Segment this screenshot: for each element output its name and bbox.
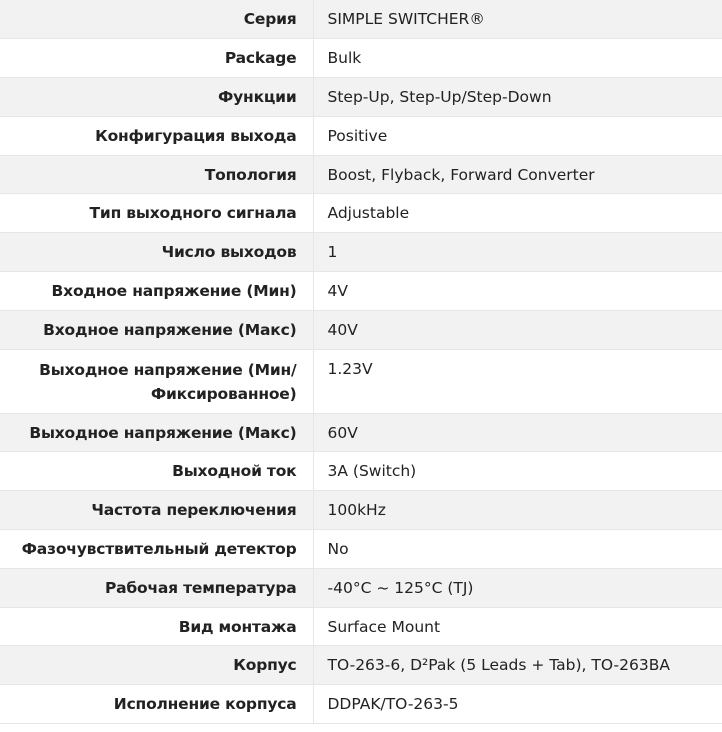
spec-row-switching-frequency bbox=[0, 491, 722, 530]
spec-row-package bbox=[0, 39, 722, 78]
spec-value: -40°C ~ 125°C (TJ) bbox=[313, 568, 722, 607]
spec-label: Рабочая температура bbox=[0, 568, 313, 607]
spec-row-number-of-outputs bbox=[0, 233, 722, 272]
spec-value: 60V bbox=[313, 413, 722, 452]
spec-value: Step-Up, Step-Up/Step-Down bbox=[313, 78, 722, 117]
spec-value: Surface Mount bbox=[313, 607, 722, 646]
spec-value: Adjustable bbox=[313, 194, 722, 233]
spec-value: 1 bbox=[313, 233, 722, 272]
spec-label: Выходное напряжение (Макс) bbox=[0, 413, 313, 452]
spec-label: Корпус bbox=[0, 646, 313, 685]
spec-row-input-voltage-max bbox=[0, 310, 722, 349]
spec-value: Boost, Flyback, Forward Converter bbox=[313, 155, 722, 194]
spec-row-input-voltage-min bbox=[0, 272, 722, 311]
spec-label: Частота переключения bbox=[0, 491, 313, 530]
spec-row-phase-detector bbox=[0, 530, 722, 569]
spec-value: 1.23V bbox=[313, 349, 722, 413]
spec-row-operating-temperature bbox=[0, 568, 722, 607]
spec-row-mounting-type bbox=[0, 607, 722, 646]
spec-label: Входное напряжение (Макс) bbox=[0, 310, 313, 349]
spec-label: Выходное напряжение (Мин/ Фиксированное) bbox=[0, 349, 313, 413]
spec-label: Исполнение корпуса bbox=[0, 685, 313, 724]
spec-row-output-type bbox=[0, 194, 722, 233]
spec-row-output-current bbox=[0, 452, 722, 491]
spec-value: DDPAK/TO-263-5 bbox=[313, 685, 722, 724]
spec-value: 40V bbox=[313, 310, 722, 349]
spec-label: Серия bbox=[0, 0, 313, 39]
spec-label: Тип выходного сигнала bbox=[0, 194, 313, 233]
spec-label: Вид монтажа bbox=[0, 607, 313, 646]
spec-row-supplier-device-package bbox=[0, 685, 722, 724]
spec-label: Выходной ток bbox=[0, 452, 313, 491]
spec-label: Входное напряжение (Мин) bbox=[0, 272, 313, 311]
spec-row-output-voltage-min-fixed bbox=[0, 349, 722, 413]
spec-value: Positive bbox=[313, 116, 722, 155]
spec-row-topology bbox=[0, 155, 722, 194]
spec-label: Конфигурация выхода bbox=[0, 116, 313, 155]
spec-row-series bbox=[0, 0, 722, 39]
spec-label: Топология bbox=[0, 155, 313, 194]
spec-label: Фазочувствительный детектор bbox=[0, 530, 313, 569]
spec-value: Bulk bbox=[313, 39, 722, 78]
spec-value: 100kHz bbox=[313, 491, 722, 530]
spec-value: 3A (Switch) bbox=[313, 452, 722, 491]
spec-row-output-voltage-max bbox=[0, 413, 722, 452]
spec-label: Функции bbox=[0, 78, 313, 117]
spec-row-output-configuration bbox=[0, 116, 722, 155]
spec-row-functions bbox=[0, 78, 722, 117]
spec-value: TO-263-6, D²Pak (5 Leads + Tab), TO-263BA bbox=[313, 646, 722, 685]
spec-value: No bbox=[313, 530, 722, 569]
spec-row-package-case bbox=[0, 646, 722, 685]
spec-value: 4V bbox=[313, 272, 722, 311]
spec-label: Package bbox=[0, 39, 313, 78]
spec-label: Число выходов bbox=[0, 233, 313, 272]
spec-value: SIMPLE SWITCHER® bbox=[313, 0, 722, 39]
